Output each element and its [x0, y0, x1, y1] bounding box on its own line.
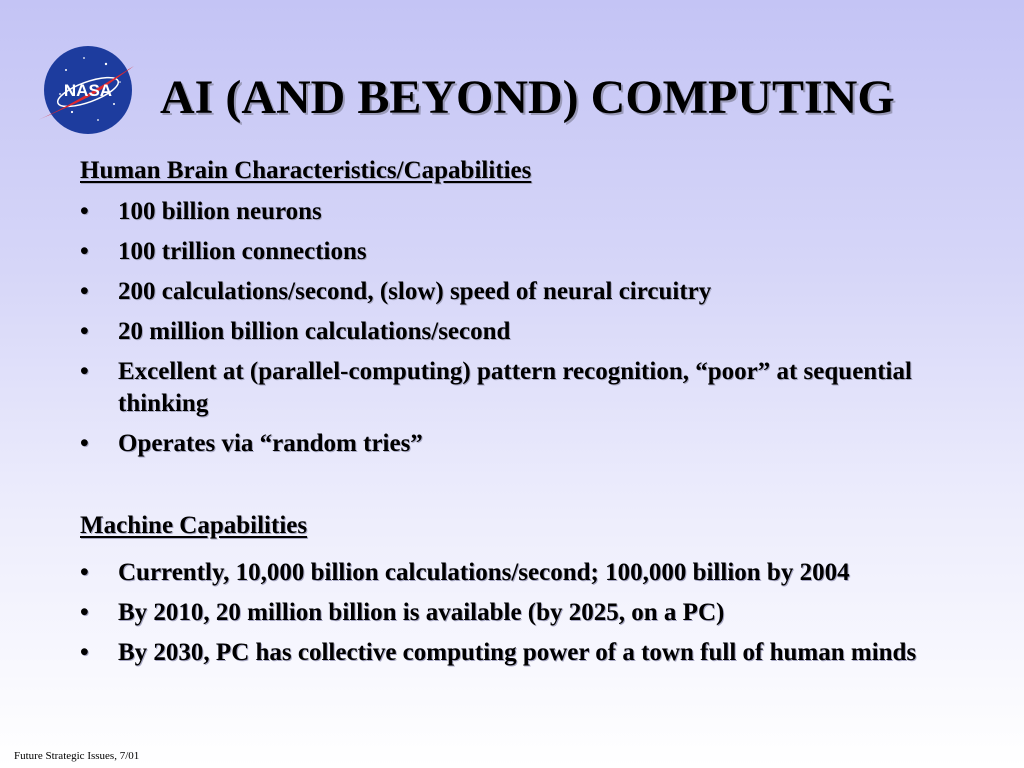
section-heading-brain: Human Brain Characteristics/Capabilities — [80, 157, 532, 184]
list-item — [80, 316, 960, 348]
section-heading-machine: Machine Capabilities — [80, 512, 308, 539]
list-item — [80, 356, 960, 420]
nasa-logo-text: NASA — [63, 81, 113, 100]
list-item — [80, 276, 960, 308]
bullet-glyph: • — [80, 599, 89, 626]
bullet-text: 100 trillion connections — [118, 238, 367, 265]
bullet-glyph: • — [80, 639, 89, 666]
list-item — [80, 236, 960, 268]
bullet-text: By 2030, PC has collective computing power of a town full of human minds — [118, 639, 917, 666]
list-item — [80, 597, 960, 629]
list-item — [80, 196, 960, 228]
bullet-text: Excellent at (parallel-computing) pattern recognition, “poor” at sequential thinking — [118, 358, 912, 417]
nasa-logo — [36, 42, 136, 138]
bullet-text: 200 calculations/second, (slow) speed of neural circuitry — [118, 278, 712, 305]
bullet-text: By 2010, 20 million billion is available (by 2025, on a PC) — [118, 599, 725, 626]
page-title: AI (AND BEYOND) COMPUTING — [160, 71, 895, 124]
bullet-text: Currently, 10,000 billion calculations/second; 100,000 billion by 2004 — [118, 559, 850, 586]
bullet-glyph: • — [80, 238, 89, 265]
bullet-text: 20 million billion calculations/second — [118, 318, 511, 345]
bullet-text: Operates via “random tries” — [118, 430, 423, 457]
bullet-glyph: • — [80, 198, 89, 225]
footer-text: Future Strategic Issues, 7/01 — [14, 750, 140, 762]
list-item — [80, 428, 960, 460]
bullet-glyph: • — [80, 278, 89, 305]
brain-bullet-list — [80, 196, 960, 468]
list-item — [80, 637, 960, 669]
bullet-glyph: • — [80, 318, 89, 345]
bullet-text: 100 billion neurons — [118, 198, 322, 225]
bullet-glyph: • — [80, 430, 89, 457]
machine-bullet-list — [80, 557, 960, 677]
bullet-glyph: • — [80, 358, 89, 385]
bullet-glyph: • — [80, 559, 89, 586]
list-item — [80, 557, 960, 589]
